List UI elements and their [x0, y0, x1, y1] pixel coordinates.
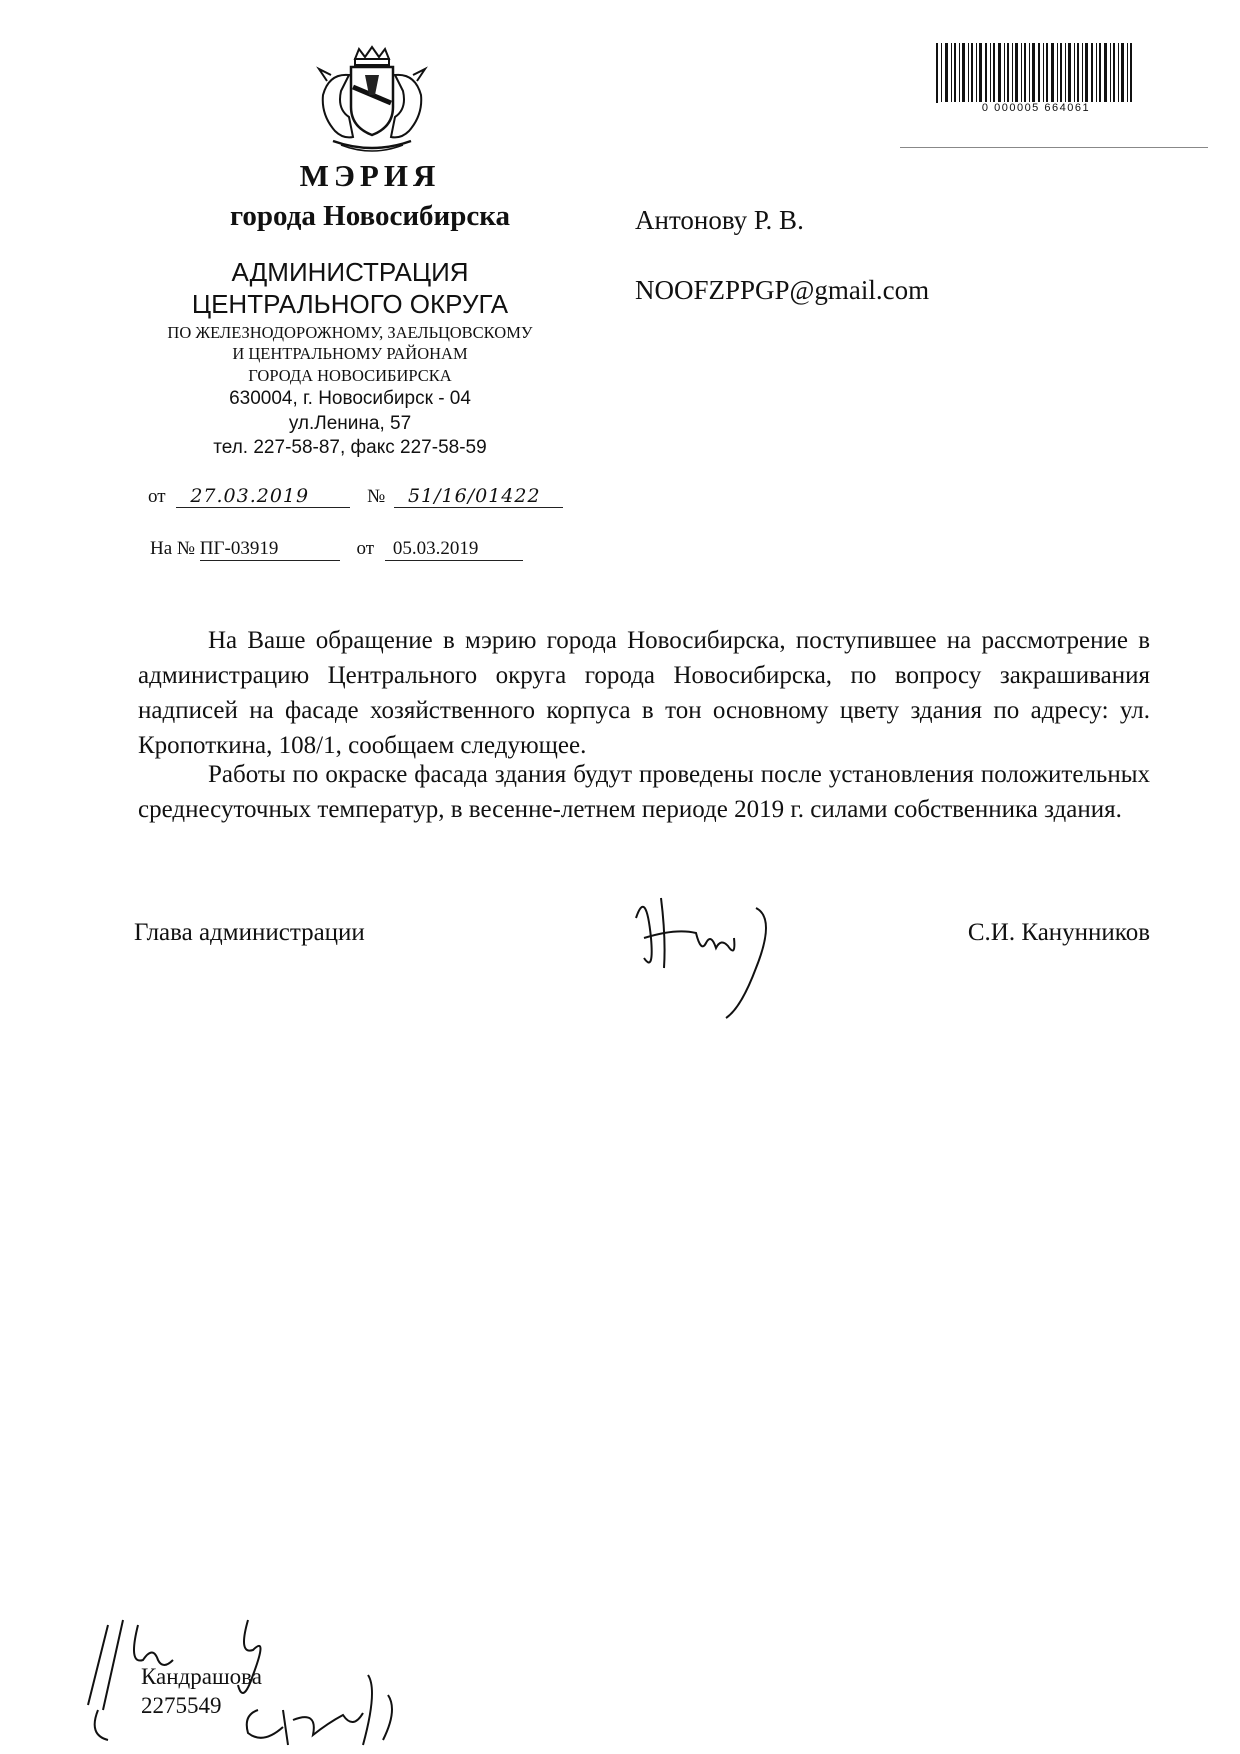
- outgoing-number: 51/16/01422: [394, 485, 563, 508]
- district-line3: ГОРОДА НОВОСИБИРСКА: [248, 366, 452, 385]
- recipient-name: Антонову Р. В.: [635, 205, 804, 235]
- outgoing-date: 27.03.2019: [176, 485, 350, 508]
- org-city: города Новосибирска: [229, 200, 511, 232]
- body-paragraph-2: Работы по окраске фасада здания будут проведены после установления положительных среднесуточных температур, в весенне-летнем периоде 2019 г. силами собственника здания.: [138, 761, 1150, 823]
- district-line1: ПО ЖЕЛЕЗНОДОРОЖНОМУ, ЗАЕЛЬЦОВСКОМУ: [167, 323, 533, 342]
- reply-from-label: от: [356, 538, 375, 559]
- from-label: от: [148, 486, 166, 507]
- outgoing-ref: [148, 485, 563, 508]
- city-coat-of-arms-icon: [313, 45, 431, 157]
- recipient-email: NOOFZPPGP@gmail.com: [635, 275, 930, 305]
- number-label: №: [367, 486, 386, 507]
- address-line2: ул.Ленина, 57: [288, 413, 412, 434]
- executor-name: Кандрашова: [141, 1664, 262, 1689]
- district-line2: И ЦЕНТРАЛЬНОМУ РАЙОНАМ: [232, 344, 468, 363]
- signatory-title: Глава администрации: [134, 919, 365, 946]
- admin-title-line2: ЦЕНТРАЛЬНОГО ОКРУГА: [191, 289, 509, 319]
- body-paragraph-1: На Ваше обращение в мэрию города Новосибирска, поступившее на рассмотрение в администрацию Центрального округа города Новосибирска, по вопросу закрашивания надписей на фасаде хозяйственного корпуса в тон основному цвету здания по адресу: ул. Кропоткина, 108/1, сообщаем следующее.: [138, 627, 1150, 759]
- reply-date: 05.03.2019: [385, 538, 523, 561]
- reply-ref: [150, 538, 523, 561]
- signatory-name: С.И. Канунников: [967, 919, 1150, 946]
- barcode-divider: [900, 147, 1208, 148]
- phone-fax-line: тел. 227-58-87, факс 227-58-59: [213, 437, 487, 458]
- reply-number: ПГ-03919: [200, 538, 340, 561]
- admin-title-line1: АДМИНИСТРАЦИЯ: [231, 257, 469, 287]
- org-title: МЭРИЯ: [299, 158, 441, 193]
- executor-phone: 2275549: [141, 1693, 222, 1718]
- address-line1: 630004, г. Новосибирск - 04: [229, 388, 471, 409]
- barcode-digits: 0 000005 664061: [938, 102, 1134, 114]
- handwritten-signature: [606, 878, 806, 1028]
- reply-label: На №: [150, 538, 196, 559]
